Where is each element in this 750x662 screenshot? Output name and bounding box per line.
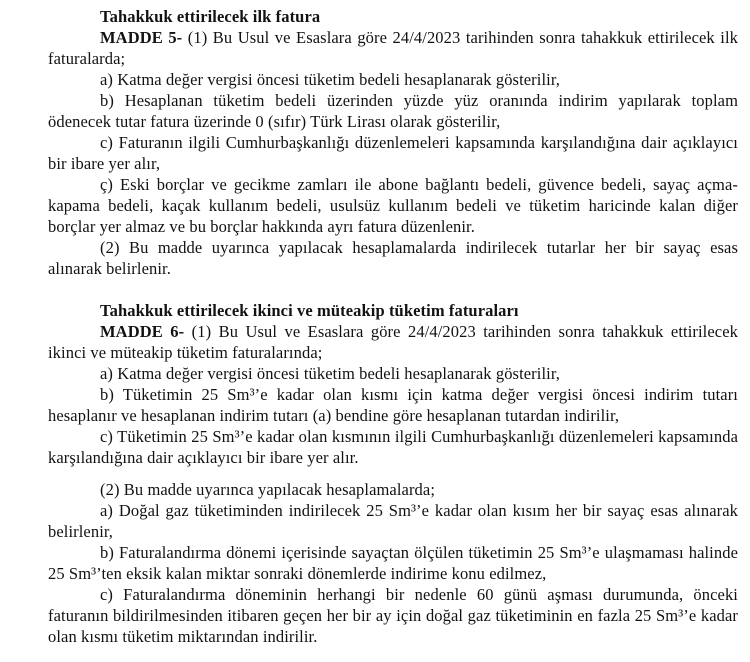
list-item-b: b) Tüketimin 25 Sm³’e kadar olan kısmı için katma değer vergisi öncesi indirim tutarı hesaplanır ve hesaplanan indirim tutarı (a) bendine göre hesaplanan tutardan indirilir,: [48, 385, 738, 425]
list-item-a: a) Katma değer vergisi öncesi tüketim bedeli hesaplanarak gösterilir,: [100, 364, 560, 383]
article-intro-text: (1) Bu Usul ve Esaslara göre 24/4/2023 tarihinden sonra tahakkuk ettirilecek ikinci ve müteakip tüketim faturalarında;: [48, 322, 738, 362]
section-madde-5: [48, 6, 738, 279]
list-item-2a: a) Doğal gaz tüketiminden indirilecek 25 Sm³’e kadar olan kısım her bir sayaç esas alınarak belirlenir,: [48, 501, 738, 541]
article-intro: [48, 27, 738, 69]
clause-2: (2) Bu madde uyarınca yapılacak hesaplamalarda;: [100, 480, 436, 499]
section-madde-6: [48, 300, 738, 647]
clause-2: (2) Bu madde uyarınca yapılacak hesaplamalarda indirilecek tutarlar her bir sayaç esas alınarak belirlenir.: [48, 238, 738, 278]
article-number: MADDE 5-: [100, 28, 183, 47]
list-item-a: a) Katma değer vergisi öncesi tüketim bedeli hesaplanarak gösterilir,: [100, 70, 560, 89]
article-intro: [48, 321, 738, 363]
article-number: MADDE 6-: [100, 322, 185, 341]
list-item-cc: ç) Eski borçlar ve gecikme zamları ile abone bağlantı bedeli, güvence bedeli, sayaç açma-kapama bedeli, kaçak kullanım bedeli, usulsüz kullanım bedeli ve tüketim haricinde kalan diğer borçlar yer almaz ve bu borçlar hakkında ayrı fatura düzenlenir.: [48, 175, 738, 236]
list-item-c: c) Tüketimin 25 Sm³’e kadar olan kısmının ilgili Cumhurbaşkanlığı düzenlemeleri kapsamında karşılandığına dair açıklayıcı bir ibare yer alır.: [48, 427, 738, 467]
list-item-b: b) Hesaplanan tüketim bedeli üzerinden yüzde yüz oranında indirim yapılarak toplam ödenecek tutar fatura üzerinde 0 (sıfır) Türk Lirası olarak gösterilir,: [48, 91, 738, 131]
list-item-2c: c) Faturalandırma döneminin herhangi bir nedenle 60 günü aşması durumunda, önceki faturanın bildirilmesinden itibaren geçen her bir ay için doğal gaz tüketiminin en fazla 25 Sm³’e kadar olan kısmı tüketim miktarından indirilir.: [48, 585, 738, 646]
section-heading: Tahakkuk ettirilecek ikinci ve müteakip tüketim faturaları: [100, 301, 519, 320]
list-item-c: c) Faturanın ilgili Cumhurbaşkanlığı düzenlemeleri kapsamında karşılandığına dair açıklayıcı bir ibare yer alır,: [48, 133, 738, 173]
list-item-2b: b) Faturalandırma dönemi içerisinde sayaçtan ölçülen tüketimin 25 Sm³’e ulaşmaması halinde 25 Sm³’ten eksik kalan miktar sonraki dönemlerde indirime konu edilmez,: [48, 543, 738, 583]
section-heading: Tahakkuk ettirilecek ilk fatura: [100, 7, 321, 26]
article-intro-text: (1) Bu Usul ve Esaslara göre 24/4/2023 tarihinden sonra tahakkuk ettirilecek ilk faturalarda;: [48, 28, 738, 68]
